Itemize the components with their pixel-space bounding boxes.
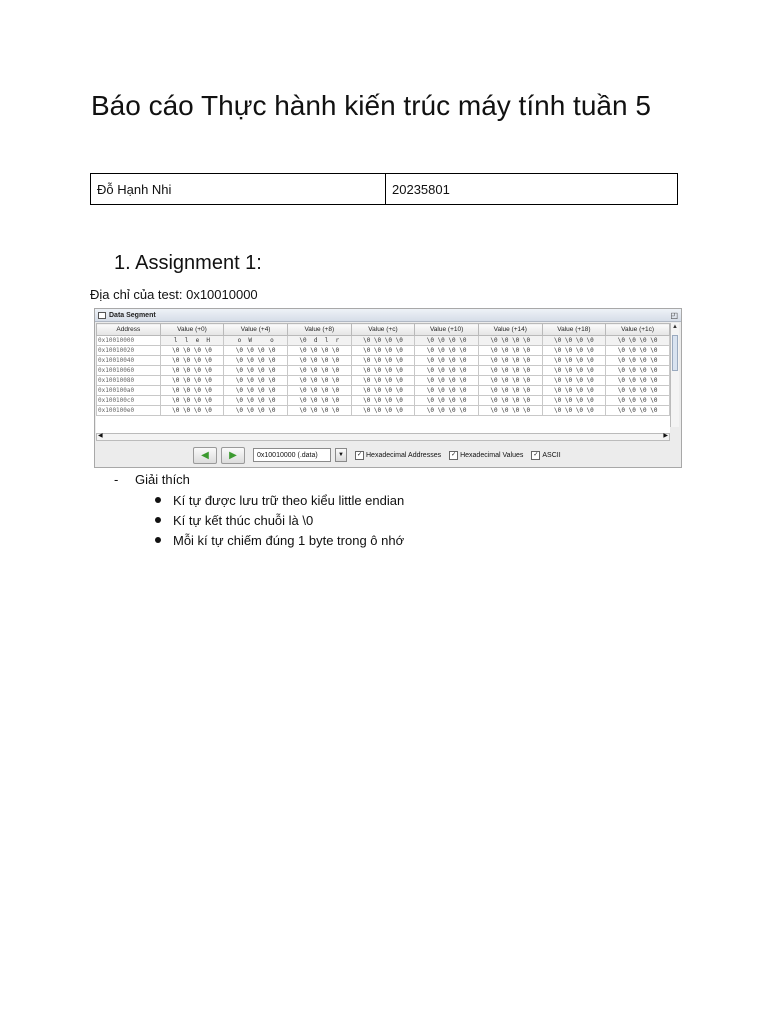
value-cell[interactable]: \0 \0 \0 \0 [542,336,606,346]
test-address-line: Địa chỉ của test: 0x10010000 [90,287,258,302]
table-row [97,396,670,406]
value-cell[interactable]: \0 \0 \0 \0 [287,396,351,406]
value-cell[interactable]: \0 \0 \0 \0 [478,386,542,396]
value-cell[interactable]: \0 \0 \0 \0 [160,396,224,406]
value-cell[interactable]: \0 \0 \0 \0 [224,376,288,386]
value-cell[interactable]: \0 \0 \0 \0 [160,356,224,366]
value-cell[interactable]: \0 \0 \0 \0 [415,396,479,406]
value-cell[interactable]: \0 \0 \0 \0 [478,366,542,376]
checkbox-checked-icon: ✓ [451,451,457,458]
vertical-scroll-thumb[interactable] [672,335,678,371]
value-cell[interactable]: \0 \0 \0 \0 [542,396,606,406]
value-cell[interactable]: \0 \0 \0 \0 [351,356,415,366]
column-header-value[interactable]: Value (+0) [160,324,224,336]
value-cell[interactable]: \0 \0 \0 \0 [606,386,670,396]
value-cell[interactable]: \0 \0 \0 \0 [478,406,542,416]
scroll-up-icon[interactable]: ▲ [672,324,678,330]
value-cell[interactable]: \0 \0 \0 \0 [287,366,351,376]
value-cell[interactable]: \0 \0 \0 \0 [478,356,542,366]
value-cell[interactable]: \0 \0 \0 \0 [160,346,224,356]
value-cell[interactable]: \0 \0 \0 \0 [542,386,606,396]
window-icon [98,312,106,319]
value-cell[interactable]: \0 \0 \0 \0 [542,356,606,366]
ascii-label: ASCII [542,451,561,459]
value-cell[interactable]: \0 \0 \0 \0 [542,346,606,356]
value-cell[interactable]: \0 \0 \0 \0 [224,346,288,356]
student-name: Đỗ Hạnh Nhi [91,174,386,205]
table-row [97,336,670,346]
bullet-text: Kí tự kết thúc chuỗi là \0 [173,512,314,528]
value-cell[interactable]: \0 \0 \0 \0 [160,376,224,386]
value-cell[interactable]: \0 \0 \0 \0 [606,366,670,376]
horizontal-scrollbar[interactable] [96,433,670,441]
next-button[interactable] [221,447,245,464]
value-cell[interactable]: \0 \0 \0 \0 [478,346,542,356]
value-cell[interactable]: \0 \0 \0 \0 [287,406,351,416]
value-cell[interactable]: \0 \0 \0 \0 [606,356,670,366]
value-cell[interactable]: \0 \0 \0 \0 [606,346,670,356]
value-cell[interactable]: \0 \0 \0 \0 [287,386,351,396]
scroll-right-icon[interactable]: ▶ [663,433,668,439]
data-segment-titlebar [95,309,681,322]
arrow-right-icon: ▶ [229,449,237,461]
memory-grid-container [96,323,670,437]
ascii-checkbox[interactable] [531,451,560,460]
value-cell[interactable]: \0 \0 \0 \0 [224,356,288,366]
previous-button[interactable] [193,447,217,464]
value-cell[interactable]: \0 \0 \0 \0 [542,376,606,386]
value-cell[interactable]: \0 \0 \0 \0 [542,366,606,376]
value-cell[interactable]: l l e H [160,336,224,346]
column-header-value[interactable]: Value (+c) [351,324,415,336]
segment-dropdown-button[interactable] [335,448,347,462]
value-cell[interactable]: \0 \0 \0 \0 [415,386,479,396]
value-cell[interactable]: \0 \0 \0 \0 [415,366,479,376]
address-cell[interactable]: 0x10010000 [97,336,161,346]
data-segment-window [94,308,682,468]
address-cell[interactable]: 0x10010060 [97,366,161,376]
column-header-value[interactable]: Value (+18) [542,324,606,336]
maximize-icon[interactable]: ◰ [670,310,678,320]
table-row [97,406,670,416]
student-info-table [90,173,678,205]
chevron-down-icon: ▼ [338,452,344,458]
value-cell[interactable]: \0 \0 \0 \0 [415,336,479,346]
arrow-left-icon: ◀ [201,449,209,461]
address-cell[interactable]: 0x10010020 [97,346,161,356]
value-cell[interactable]: \0 \0 \0 \0 [351,336,415,346]
explanation-title: Giải thích [135,472,190,487]
address-cell[interactable]: 0x100100a0 [97,386,161,396]
value-cell[interactable]: \0 \0 \0 \0 [606,406,670,416]
value-cell[interactable]: \0 \0 \0 \0 [351,406,415,416]
value-cell[interactable]: \0 \0 \0 \0 [351,376,415,386]
value-cell[interactable]: \0 \0 \0 \0 [415,356,479,366]
value-cell[interactable]: \0 \0 \0 \0 [160,406,224,416]
table-row [97,366,670,376]
data-segment-title: Data Segment [109,311,156,319]
value-cell[interactable]: \0 \0 \0 \0 [606,396,670,406]
value-cell[interactable]: \0 \0 \0 \0 [606,336,670,346]
value-cell[interactable]: \0 \0 \0 \0 [415,346,479,356]
value-cell[interactable]: \0 \0 \0 \0 [351,386,415,396]
list-item [155,510,404,530]
value-cell[interactable]: \0 \0 \0 \0 [351,366,415,376]
value-cell[interactable]: \0 \0 \0 \0 [478,376,542,386]
table-row [97,356,670,366]
document-title: Báo cáo Thực hành kiến trúc máy tính tuần 5 [91,90,651,121]
column-header-address[interactable]: Address [97,324,161,336]
bullet-text: Kí tự được lưu trữ theo kiểu little endian [173,492,405,508]
address-cell[interactable]: 0x10010040 [97,356,161,366]
hex-addresses-label: Hexadecimal Addresses [366,451,442,459]
bullet-icon [155,497,161,503]
value-cell[interactable]: \0 \0 \0 \0 [287,376,351,386]
value-cell[interactable]: \0 d l r [287,336,351,346]
bullet-icon [155,537,161,543]
value-cell[interactable]: \0 \0 \0 \0 [160,366,224,376]
value-cell[interactable]: \0 \0 \0 \0 [224,366,288,376]
address-cell[interactable]: 0x100100c0 [97,396,161,406]
hex-values-label: Hexadecimal Values [460,451,524,459]
column-header-value[interactable]: Value (+4) [224,324,288,336]
value-cell[interactable]: \0 \0 \0 \0 [160,386,224,396]
list-item [155,530,404,550]
value-cell[interactable]: \0 \0 \0 \0 [351,346,415,356]
value-cell[interactable]: \0 \0 \0 \0 [351,396,415,406]
student-id: 20235801 [386,174,678,205]
column-header-value[interactable]: Value (+14) [478,324,542,336]
table-row [97,376,670,386]
value-cell[interactable]: \0 \0 \0 \0 [415,406,479,416]
scroll-left-icon[interactable]: ◀ [98,433,103,439]
address-cell[interactable]: 0x10010080 [97,376,161,386]
value-cell[interactable]: \0 \0 \0 \0 [224,396,288,406]
column-header-value[interactable]: Value (+10) [415,324,479,336]
value-cell[interactable]: \0 \0 \0 \0 [606,376,670,386]
bullet-text: Mỗi kí tự chiếm đúng 1 byte trong ô nhớ [173,532,405,548]
explanation-list [155,490,404,550]
list-item [155,490,404,510]
value-cell[interactable]: \0 \0 \0 \0 [478,336,542,346]
vertical-scrollbar[interactable] [670,323,679,427]
value-cell[interactable]: \0 \0 \0 \0 [224,386,288,396]
segment-select[interactable]: 0x10010000 (.data) [253,448,331,462]
value-cell[interactable]: o W o [224,336,288,346]
table-row [97,346,670,356]
explanation-dash: - [114,472,119,487]
value-cell[interactable]: \0 \0 \0 \0 [287,346,351,356]
bullet-icon [155,517,161,523]
value-cell[interactable]: \0 \0 \0 \0 [287,356,351,366]
address-cell[interactable]: 0x100100e0 [97,406,161,416]
hex-values-checkbox[interactable] [449,451,523,460]
column-header-value[interactable]: Value (+8) [287,324,351,336]
section-heading: 1. Assignment 1: [114,252,262,274]
checkbox-checked-icon: ✓ [356,451,363,458]
column-header-value[interactable]: Value (+1c) [606,324,670,336]
value-cell[interactable]: \0 \0 \0 \0 [415,376,479,386]
value-cell[interactable]: \0 \0 \0 \0 [542,406,606,416]
checkbox-checked-icon: ✓ [533,451,539,458]
value-cell[interactable]: \0 \0 \0 \0 [478,396,542,406]
memory-grid [96,323,670,416]
table-row [97,386,670,396]
data-segment-controls [95,443,681,467]
hex-addresses-checkbox[interactable] [355,451,441,460]
value-cell[interactable]: \0 \0 \0 \0 [224,406,288,416]
